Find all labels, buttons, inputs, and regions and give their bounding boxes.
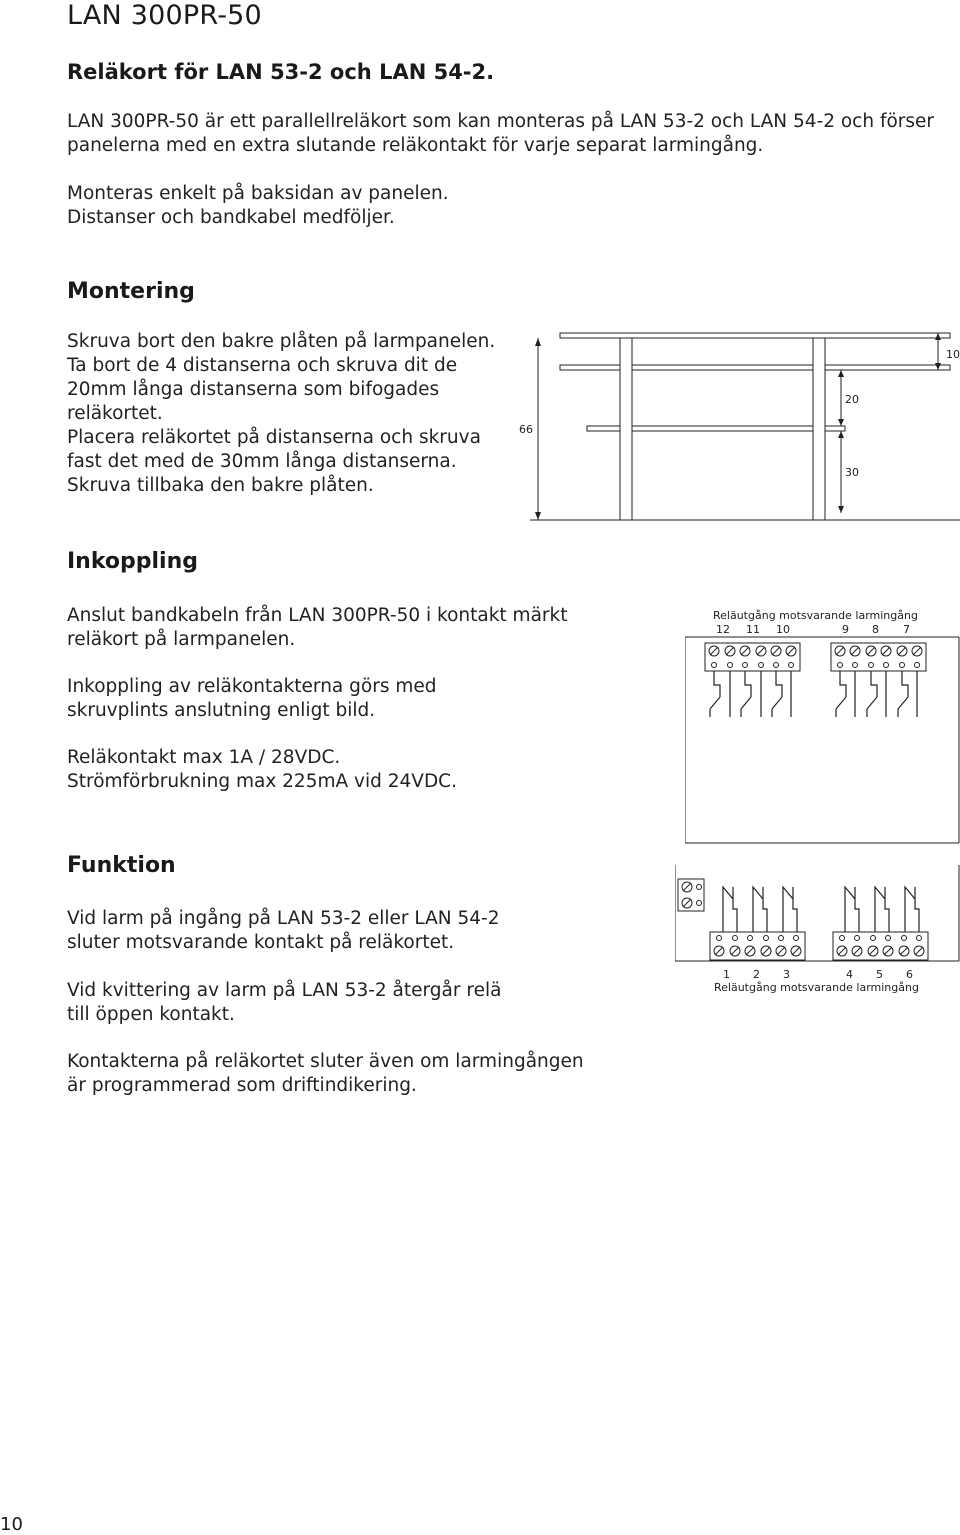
- relay-contacts-bottom: [723, 887, 919, 932]
- inkoppling-paragraph-3: [67, 746, 457, 794]
- inkoppling-p2-line2: skruvplints anslutning enligt bild.: [67, 700, 376, 721]
- funktion-p2-line1: Vid kvittering av larm på LAN 53-2 återgår relä: [67, 980, 502, 1001]
- intro-p1-line2: panelerna med en extra slutande reläkontakt för varje separat larmingång.: [67, 135, 764, 156]
- terminal-block-bottom-left: [710, 932, 805, 960]
- terminal-block-left: [705, 643, 800, 671]
- montering-line-7: Skruva tillbaka den bakre plåten.: [67, 475, 374, 496]
- montering-text: [67, 330, 495, 498]
- dim-30-label: 30: [845, 466, 859, 479]
- relay-card-bottom-diagram: [675, 865, 960, 1000]
- standoff-right: [813, 338, 825, 520]
- intro-paragraph-1: [67, 110, 934, 158]
- terminal-number-3: 3: [783, 968, 790, 981]
- dim-66-label: 66: [519, 423, 533, 436]
- funktion-p3-line2: är programmerad som driftindikering.: [67, 1075, 417, 1096]
- terminal-number-1: 1: [723, 968, 730, 981]
- montering-line-3: 20mm långa distanserna som bifogades: [67, 379, 440, 400]
- funktion-paragraph-1: [67, 907, 499, 955]
- montering-line-4: reläkortet.: [67, 403, 163, 424]
- inkoppling-heading: Inkoppling: [67, 549, 198, 574]
- page-number: 10: [0, 1514, 23, 1535]
- dim-30-arrow-bottom: [838, 506, 844, 513]
- montering-heading: Montering: [67, 279, 195, 304]
- montering-line-5: Placera reläkortet på distanserna och skruva: [67, 427, 481, 448]
- funktion-p3-line1: Kontakterna på reläkortet sluter även om larmingången: [67, 1051, 584, 1072]
- terminal-number-2: 2: [753, 968, 760, 981]
- funktion-paragraph-3: [67, 1050, 584, 1098]
- inkoppling-p1-line1: Anslut bandkabeln från LAN 300PR-50 i kontakt märkt: [67, 605, 568, 626]
- funktion-p1-line1: Vid larm på ingång på LAN 53-2 eller LAN 54-2: [67, 908, 500, 929]
- inkoppling-p3-line2: Strömförbrukning max 225mA vid 24VDC.: [67, 771, 457, 792]
- dim-20-label: 20: [845, 393, 859, 406]
- inkoppling-p2-line1: Inkoppling av reläkontakterna görs med: [67, 676, 437, 697]
- relay-card-top-diagram: [685, 605, 960, 845]
- intro-p2-line1: Monteras enkelt på baksidan av panelen.: [67, 183, 449, 204]
- dim-10-label: 10: [946, 348, 960, 361]
- terminal-number-8: 8: [872, 623, 879, 636]
- terminal-number-12: 12: [716, 623, 730, 636]
- terminal-block-bottom-right: [833, 932, 928, 960]
- funktion-p1-line2: sluter motsvarande kontakt på reläkortet.: [67, 932, 455, 953]
- page-title: LAN 300PR-50: [67, 0, 262, 31]
- intro-paragraph-2: [67, 182, 449, 230]
- dim-30-arrow-top: [838, 431, 844, 438]
- intro-p1-line1: LAN 300PR-50 är ett parallellreläkort som kan monteras på LAN 53-2 och LAN 54-2 och förser: [67, 111, 935, 132]
- terminal-number-4: 4: [846, 968, 853, 981]
- terminal-number-6: 6: [906, 968, 913, 981]
- relay-output-label-top: Reläutgång motsvarande larmingång: [713, 609, 918, 622]
- funktion-heading: Funktion: [67, 853, 176, 878]
- dim-20-arrow-top: [838, 370, 844, 377]
- dim-66-arrow-top: [535, 338, 541, 346]
- inkoppling-paragraph-2: [67, 675, 437, 723]
- funktion-paragraph-2: [67, 979, 501, 1027]
- montering-line-2: Ta bort de 4 distanserna och skruva dit de: [67, 355, 458, 376]
- page-subtitle: Reläkort för LAN 53-2 och LAN 54-2.: [67, 60, 495, 84]
- dim-20-arrow-bottom: [838, 419, 844, 426]
- relay-contacts-top: [710, 671, 917, 717]
- terminal-block-right: [831, 643, 926, 671]
- inkoppling-paragraph-1: [67, 604, 568, 652]
- montering-line-1: Skruva bort den bakre plåten på larmpanelen.: [67, 331, 496, 352]
- inkoppling-p1-line2: reläkort på larmpanelen.: [67, 629, 296, 650]
- mounting-diagram: [505, 330, 960, 530]
- intro-p2-line2: Distanser och bandkabel medföljer.: [67, 207, 395, 228]
- relay-output-label-bottom: Reläutgång motsvarande larmingång: [714, 981, 919, 994]
- terminal-number-7: 7: [903, 623, 910, 636]
- dim-66-arrow-bottom: [535, 512, 541, 520]
- inkoppling-p3-line1: Reläkontakt max 1A / 28VDC.: [67, 747, 341, 768]
- terminal-number-10: 10: [776, 623, 790, 636]
- top-plate: [560, 333, 950, 338]
- terminal-number-5: 5: [876, 968, 883, 981]
- panel-plate: [560, 365, 950, 370]
- terminal-number-9: 9: [842, 623, 849, 636]
- terminal-number-11: 11: [746, 623, 760, 636]
- montering-line-6: fast det med de 30mm långa distanserna.: [67, 451, 457, 472]
- standoff-left: [620, 338, 632, 520]
- funktion-p2-line2: till öppen kontakt.: [67, 1004, 235, 1025]
